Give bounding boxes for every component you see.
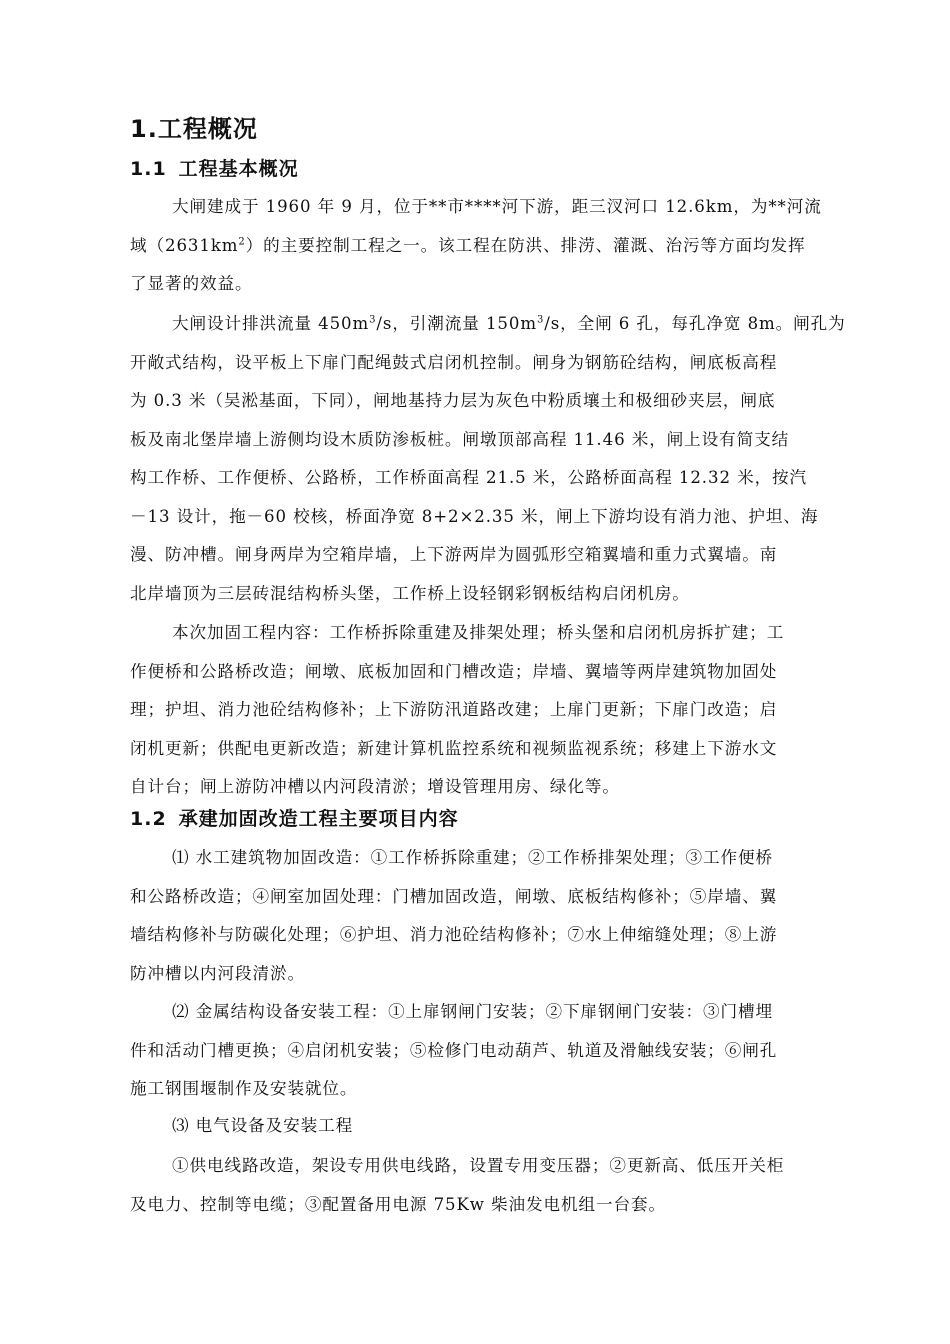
paragraph-hydraulic-works (130, 839, 846, 993)
text-line: 和公路桥改造；④闸室加固处理：门槽加固改造，闸墩、底板结构修补；⑤岸墙、翼 (130, 886, 778, 906)
text-line: 大闸建成于 1960 年 9 月，位于**市****河下游，距三汊河口 12.6km，为**河流 (172, 197, 822, 216)
section-number: 1.1 (130, 158, 167, 180)
text-line: 作便桥和公路桥改造；闸墩、底板加固和门槽改造；岸墙、翼墙等两岸建筑物加固处 (130, 661, 778, 681)
paragraph-metal-structures (130, 993, 846, 1109)
section-title: 承建加固改造工程主要项目内容 (178, 808, 459, 830)
text-line: 为 0.3 米（吴淞基面，下同），闸地基持力层为灰色中粉质壤土和极细砂夹层，闸底 (130, 391, 776, 410)
paragraph-overview (130, 188, 846, 304)
superscript: 2 (238, 235, 246, 247)
section-heading-1-2 (130, 804, 459, 834)
text-line: 域$(2631km^2)$的主要控制工程之一。该工程在防洪、排涝、灌溉、治污等方面均发挥 (130, 235, 806, 255)
text-line: 防冲槽以内河段清淤。 (130, 963, 305, 983)
text-line: 构工作桥、工作便桥、公路桥，工作桥面高程 21.5 米，公路桥面高程 12.32 米，按汽 (130, 468, 808, 487)
text-line: －13 设计，拖－60 校核，桥面净宽 8+2×2.35 米，闸上下游均设有消力池、护坦、海 (130, 506, 819, 526)
text-line: 漫、防冲槽。闸身两岸为空箱岸墙，上下游两岸为圆弧形空箱翼墙和重力式翼墙。南 (130, 545, 778, 564)
text-line: 闭机更新；供配电更新改造；新建计算机监控系统和视频监视系统；移建上下游水文 (130, 738, 778, 758)
text-line: ⑶ 电气设备及安装工程 (172, 1116, 354, 1135)
text-line: ①供电线路改造，架设专用供电线路，设置专用变压器；②更新高、低压开关柜 (172, 1156, 785, 1175)
text-line: 本次加固工程内容：工作桥拆除重建及排架处理；桥头堡和启闭机房拆扩建；工 (172, 623, 785, 642)
paragraph-design-parameters (130, 305, 846, 613)
text-line: 施工钢围堰制作及安装就位。 (130, 1079, 358, 1098)
text-line: 自计台；闸上游防冲槽以内河段清淤；增设管理用房、绿化等。 (130, 777, 620, 796)
text-line: 大闸设计排洪流量 $450m^3/s$，引潮流量 $150m^3/s$，全闸 6 孔，每孔净宽 8m。闸孔为 (172, 314, 846, 333)
text-line: ⑴ 水工建筑物加固改造：①工作桥拆除重建；②工作桥排架处理；③工作便桥 (172, 848, 773, 867)
chapter-heading: 1.工程概况 (130, 115, 258, 143)
superscript: 3 (536, 314, 545, 326)
text-line: 理；护坦、消力池砼结构修补；上下游防汛道路改建；上扉门更新；下扉门改造；启 (130, 700, 778, 719)
section-number: 1.2 (130, 808, 167, 830)
text-line: 墙结构修补与防碳化处理；⑥护坦、消力池砼结构修补；⑦水上伸缩缝处理；⑧上游 (130, 925, 778, 944)
section-heading-1-1 (130, 154, 299, 184)
text-line: ⑵ 金属结构设备安装工程：①上扉钢闸门安装；②下扉钢闸门安装：③门槽埋 (172, 1002, 773, 1021)
text-line: 板及南北堡岸墙上游侧均设木质防渗板桩。闸墩顶部高程 11.46 米，闸上设有简支结 (130, 429, 790, 449)
text-line: 了显著的效益。 (130, 274, 253, 293)
paragraph-reinforcement-scope (130, 614, 846, 807)
paragraph-electrical-heading (130, 1107, 846, 1146)
text-line: 北岸墙顶为三层砖混结构桥头堡，工作桥上设轻钢彩钢板结构启闭机房。 (130, 583, 690, 603)
text-line: 开敞式结构，设平板上下扉门配绳鼓式启闭机控制。闸身为钢筋砼结构，闸底板高程 (130, 352, 778, 372)
text-line: 及电力、控制等电缆；③配置备用电源 75Kw 柴油发电机组一台套。 (130, 1194, 666, 1214)
text-line: 件和活动门槽更换；④启闭机安装；⑤检修门电动葫芦、轨道及滑触线安装；⑥闸孔 (130, 1040, 778, 1060)
section-title: 工程基本概况 (178, 158, 299, 180)
superscript: 3 (369, 314, 377, 326)
paragraph-electrical-works (130, 1147, 846, 1224)
